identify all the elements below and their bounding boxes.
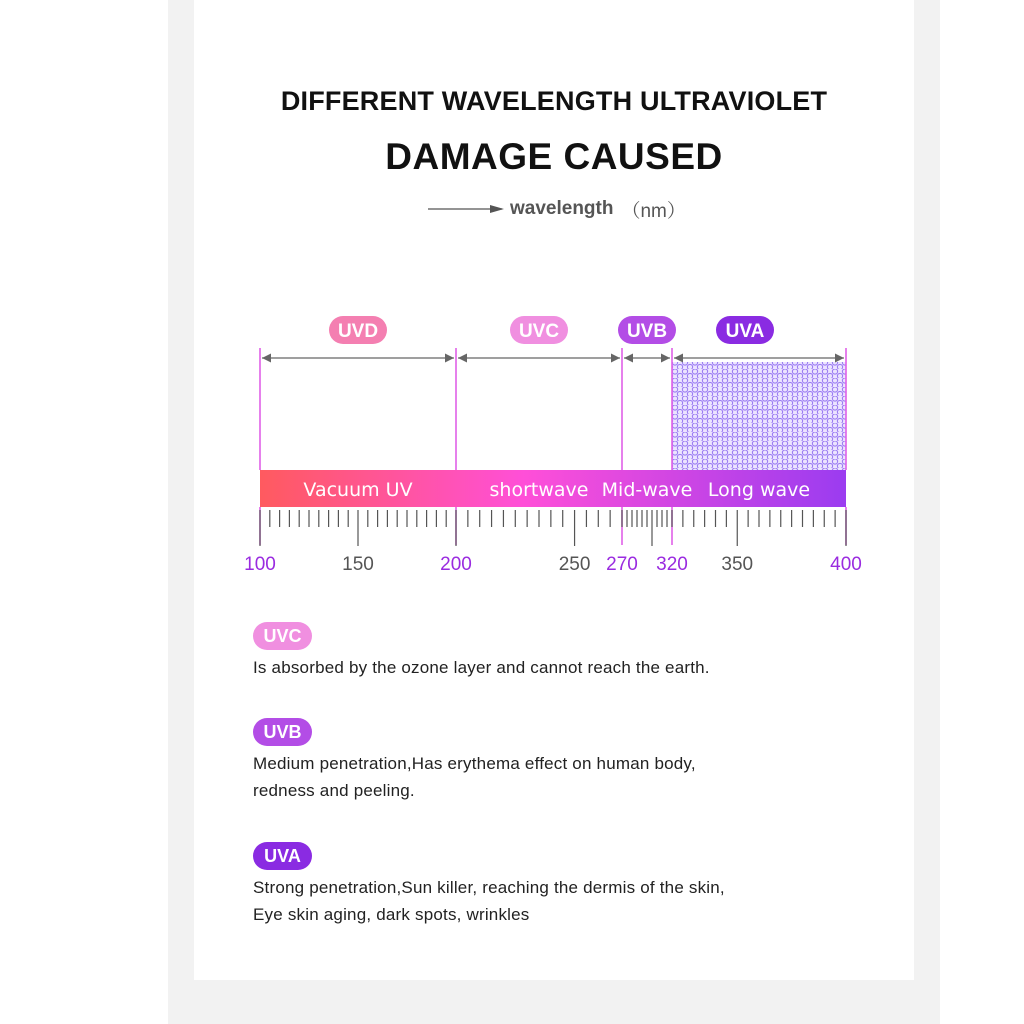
bar-label: shortwave [489, 479, 589, 501]
uva-hatch-region [672, 362, 846, 470]
arrowhead-left-icon [458, 354, 467, 363]
note-line: redness and peeling. [253, 781, 415, 800]
note-description [253, 654, 710, 681]
legend-label: wavelength [510, 198, 614, 219]
band-pill-label: UVA [725, 321, 765, 342]
note-line: Medium penetration,Has erythema effect on human body, [253, 754, 696, 773]
band-pill-label: UVB [626, 321, 668, 342]
tick-label: 150 [342, 554, 374, 575]
arrowhead-left-icon [262, 354, 271, 363]
tick-label: 400 [830, 554, 862, 575]
legend-unit: （nm） [621, 200, 686, 222]
band-pill-label: UVD [337, 321, 379, 342]
tick-label: 100 [244, 554, 276, 575]
note-line: Strong penetration,Sun killer, reaching the dermis of the skin, [253, 878, 725, 897]
band-pill-label: UVC [518, 321, 560, 342]
tick-label: 250 [558, 554, 591, 575]
arrowhead-left-icon [624, 354, 633, 363]
note-tag-uva: UVA [253, 842, 312, 870]
note-tag-uvb: UVB [253, 718, 312, 746]
note-description [253, 750, 696, 804]
bar-label: Vacuum UV [303, 479, 413, 501]
bar-label: Long wave [707, 479, 811, 501]
note-line: Eye skin aging, dark spots, wrinkles [253, 905, 530, 924]
note-tag-uvc: UVC [253, 622, 312, 650]
note-line: Is absorbed by the ozone layer and cannot reach the earth. [253, 658, 710, 677]
arrowhead-right-icon [445, 354, 454, 363]
tick-label: 350 [721, 554, 754, 575]
arrowhead-left-icon [674, 354, 683, 363]
tick-label: 320 [656, 554, 688, 575]
tick-label: 270 [606, 554, 638, 575]
bar-label: Mid-wave [601, 479, 693, 501]
arrowhead-right-icon [661, 354, 670, 363]
title-line-1: DIFFERENT WAVELENGTH ULTRAVIOLET [280, 86, 828, 116]
tick-label: 200 [440, 554, 472, 575]
arrowhead-right-icon [611, 354, 620, 363]
note-description [253, 874, 725, 928]
arrowhead-right-icon [835, 354, 844, 363]
title-line-2: DAMAGE CAUSED [385, 136, 723, 177]
